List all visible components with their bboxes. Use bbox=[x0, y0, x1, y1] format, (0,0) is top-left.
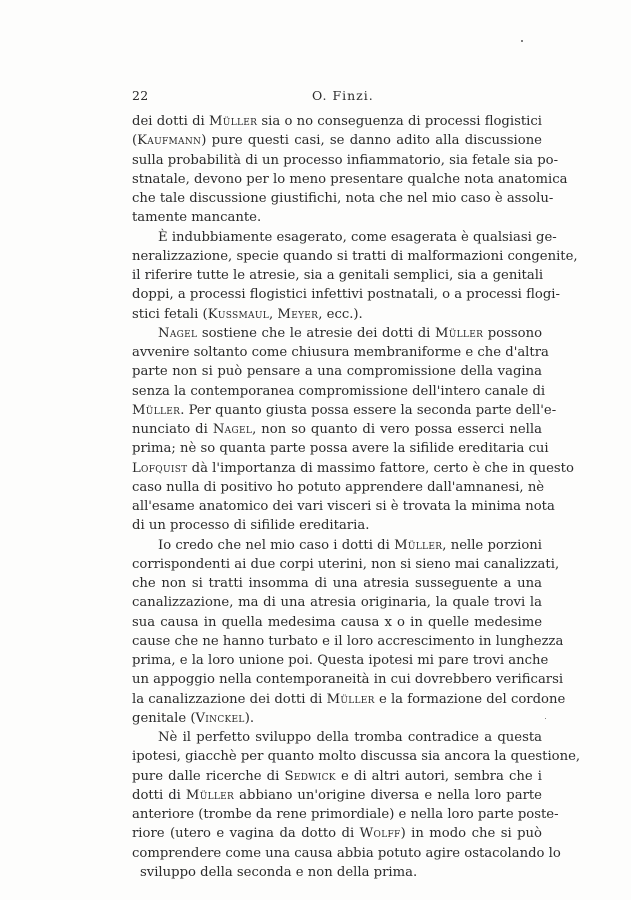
text-segment: , nelle porzioni bbox=[442, 537, 542, 553]
author-name: Sedwick bbox=[284, 768, 336, 784]
text-segment: ). bbox=[244, 710, 255, 726]
text-line bbox=[132, 478, 545, 497]
running-head: O. Finzi. bbox=[312, 88, 374, 103]
author-name: Vinckel bbox=[195, 710, 245, 726]
text-segment: sviluppo della seconda e non della prima. bbox=[140, 864, 418, 880]
author-name: Kaufmann bbox=[137, 133, 202, 149]
text-segment: Io credo che nel mio caso i dotti di bbox=[158, 537, 395, 553]
text-line bbox=[132, 824, 542, 843]
text-segment: cause che ne hanno turbato e il loro accrescimento in lunghezza bbox=[132, 633, 564, 649]
author-name: Lofquist bbox=[132, 460, 188, 476]
text-segment: stici fetali ( bbox=[132, 306, 208, 322]
text-line bbox=[132, 555, 560, 574]
author-name: Müller bbox=[132, 402, 181, 418]
text-line bbox=[132, 343, 549, 362]
author-name: Müller bbox=[434, 325, 484, 341]
text-segment: e di altri autori, sembra che i bbox=[335, 768, 543, 784]
page-header bbox=[132, 88, 542, 108]
text-segment: pure dalle ricerche di bbox=[132, 768, 285, 784]
text-segment: senza la contemporanea compromissione dell'intero canale di bbox=[132, 383, 546, 399]
text-line bbox=[132, 593, 542, 612]
author-name: Müller bbox=[209, 114, 258, 129]
text-line bbox=[132, 767, 542, 786]
text-segment: , bbox=[269, 306, 278, 322]
text-line bbox=[132, 786, 542, 805]
text-line bbox=[132, 382, 546, 401]
text-segment: sulla probabilità di un processo infiammatorio, sia fetale sia po- bbox=[132, 152, 559, 168]
text-segment: tamente mancante. bbox=[132, 210, 262, 226]
scan-speck bbox=[545, 718, 546, 719]
text-segment: che tale discussione giustifichi, nota che nel mio caso è assolu- bbox=[132, 191, 554, 206]
author-name: Wolff bbox=[359, 826, 401, 842]
text-segment: possono bbox=[483, 325, 543, 341]
text-segment: doppi, a processi flogistici infettivi postnatali, o a processi flogi- bbox=[132, 287, 560, 303]
text-segment: Nè il perfetto sviluppo della tromba contradice a questa bbox=[158, 730, 542, 745]
text-segment: abbiano un'origine diversa e nella loro parte bbox=[234, 787, 542, 803]
text-segment: parte non si può pensare a una compromissione della vagina bbox=[132, 364, 542, 380]
text-segment: È indubbiamente esagerato, come esagerata è qualsiasi ge- bbox=[158, 229, 557, 245]
text-segment: che non si tratti insomma di una atresia susseguente a una bbox=[132, 576, 542, 591]
text-segment: neralizzazione, specie quando si tratti di malformazioni congenite, bbox=[132, 248, 578, 264]
text-line bbox=[132, 439, 549, 458]
text-line bbox=[132, 536, 542, 555]
text-line bbox=[132, 247, 578, 266]
text-segment: la canalizzazione dei dotti di bbox=[132, 691, 327, 707]
text-segment: , ecc.). bbox=[318, 306, 363, 322]
text-line bbox=[132, 459, 574, 478]
text-segment: ipotesi, giacchè per quanto molto discussa sia ancora la questione, bbox=[132, 749, 581, 765]
text-segment: ) in modo che si può bbox=[400, 826, 542, 842]
text-segment: avvenire soltanto come chiusura membraniforme e che d'altra bbox=[132, 345, 549, 360]
text-segment: nunciato di bbox=[132, 422, 213, 437]
text-line bbox=[132, 285, 560, 304]
text-segment: dà l'importanza di massimo fattore, certo è che in questo bbox=[187, 460, 574, 476]
text-segment: anteriore (trombe da rene primordiale) e nella loro parte poste- bbox=[132, 807, 559, 822]
text-line bbox=[132, 497, 555, 516]
text-segment: sia o no conseguenza di processi flogistici bbox=[257, 114, 542, 129]
text-line bbox=[132, 613, 542, 632]
text-segment: riore (utero e vagina da dotto di bbox=[132, 826, 360, 842]
text-segment: all'esame anatomico dei vari visceri si è trovata la minima nota bbox=[132, 499, 555, 514]
text-segment: caso nulla di positivo ho potuto apprendere dall'amnanesi, nè bbox=[132, 479, 545, 495]
text-segment: ) pure questi casi, se danno adito alla discussione bbox=[201, 133, 542, 149]
text-segment: e la formazione del cordone bbox=[374, 691, 566, 707]
text-line bbox=[132, 632, 564, 651]
text-line bbox=[132, 189, 554, 208]
text-segment: sua causa in quella medesima causa x o in quelle medesime bbox=[132, 614, 542, 630]
author-name: Nagel bbox=[212, 422, 253, 437]
text-line bbox=[132, 574, 542, 593]
text-line bbox=[132, 516, 542, 535]
text-segment: , non so quanto di vero possa esserci nella bbox=[252, 422, 542, 437]
scan-speck bbox=[521, 40, 523, 42]
text-line bbox=[132, 112, 542, 131]
text-line bbox=[132, 305, 542, 324]
text-line bbox=[132, 266, 542, 285]
text-line bbox=[132, 709, 542, 728]
author-name: Müller bbox=[326, 691, 375, 707]
text-line bbox=[132, 844, 561, 863]
text-segment: dotti di bbox=[132, 787, 186, 803]
text-segment: di un processo di sifilide ereditaria. bbox=[132, 518, 370, 534]
text-line bbox=[132, 324, 542, 343]
text-segment: canalizzazione, ma di una atresia originaria, la quale trovi la bbox=[132, 595, 542, 611]
text-line bbox=[132, 362, 542, 381]
text-segment: un appoggio nella contemporaneità in cui dovrebbero verificarsi bbox=[132, 672, 564, 688]
text-segment: prima, e la loro unione poi. Questa ipotesi mi pare trovi anche bbox=[132, 653, 549, 668]
text-segment: . Per quanto giusta possa essere la seconda parte dell'e- bbox=[180, 402, 557, 418]
text-line bbox=[132, 863, 542, 882]
body-text bbox=[132, 112, 581, 882]
text-line bbox=[132, 401, 557, 420]
text-line bbox=[132, 151, 559, 170]
author-name: Meyer bbox=[277, 306, 319, 322]
author-name: Müller bbox=[185, 787, 235, 803]
text-line bbox=[132, 228, 557, 247]
page-number: 22 bbox=[132, 88, 149, 103]
text-line bbox=[132, 728, 542, 747]
author-name: Nagel bbox=[158, 325, 198, 341]
author-name: Kussmaul bbox=[207, 306, 269, 322]
text-line bbox=[132, 651, 549, 670]
text-segment: sostiene che le atresie dei dotti di bbox=[197, 325, 435, 341]
text-line bbox=[132, 670, 564, 689]
text-line bbox=[132, 805, 559, 824]
author-name: Müller bbox=[394, 537, 443, 553]
text-segment: dei dotti di bbox=[132, 114, 209, 129]
text-line bbox=[132, 420, 542, 439]
text-segment: comprendere come una causa abbia potuto agire ostacolando lo bbox=[132, 845, 561, 861]
text-line bbox=[132, 208, 542, 227]
text-segment: stnatale, devono per lo meno presentare qualche nota anatomica bbox=[132, 171, 568, 187]
text-segment: prima; nè so quanta parte possa avere la sifilide ereditaria cui bbox=[132, 441, 549, 457]
text-segment: ( bbox=[132, 133, 138, 149]
text-segment: il riferire tutte le atresie, sia a genitali semplici, sia a genitali bbox=[132, 268, 544, 283]
text-line bbox=[132, 131, 542, 150]
text-segment: corrispondenti ai due corpi uterini, non si sieno mai canalizzati, bbox=[132, 556, 560, 572]
text-line bbox=[132, 690, 566, 709]
text-segment: genitale ( bbox=[132, 710, 196, 726]
text-line bbox=[132, 170, 568, 189]
text-line bbox=[132, 747, 581, 766]
